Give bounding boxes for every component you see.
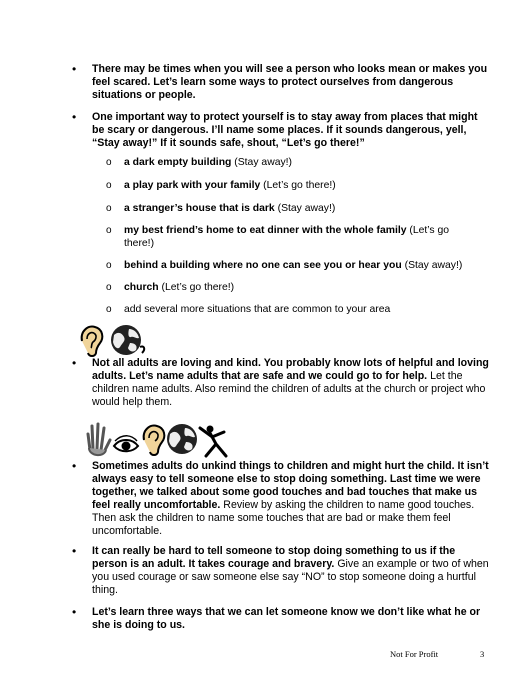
situation-item [106,202,494,215]
bullet-marker: • [72,62,77,76]
situation-answer: (Let’s go there!) [260,180,336,191]
stretching-figure-icon [200,426,226,457]
sub-bullet-marker: o [106,282,112,293]
situation-item [106,303,494,316]
situation-bold: a play park with your family [124,180,261,191]
bullet-marker: • [72,544,77,558]
bullet-item [72,62,492,102]
sub-bullet-marker: o [106,157,112,168]
bullet-bold-text: Let’s learn three ways that we can let someone know we don’t like what he or she is doing to us. [92,606,481,631]
situation-bold: church [124,282,159,293]
bullet-item [72,605,492,632]
bullet-marker: • [72,110,77,124]
sub-bullet-marker: o [106,304,112,315]
bullet-text: Let the children name adults. Also remind the children of adults at the church or project who would help them. [92,370,486,408]
situation-item [106,281,494,294]
situation-item [106,259,494,272]
sub-bullet-marker: o [106,225,112,236]
situation-answer: (Stay away!) [401,260,463,271]
situation-answer: (Let’s go there!) [158,282,235,293]
situation-answer: (Stay away!) [274,203,336,214]
sub-bullet-marker: o [106,203,112,214]
bullet-item [72,356,492,409]
bullet-item [72,459,492,538]
situation-answer: (Let’s go there!) [124,225,450,249]
page-number: 3 [480,649,485,659]
bullet-bold-text: There may be times when you will see a person who looks mean or makes you feel scared. Let’s learn some ways to protect ourselves from dangerous situations or people. [92,63,488,101]
ear-icon [82,327,103,356]
situation-bold: a dark empty building [124,157,232,168]
situation-bold: a stranger’s house that is dark [124,203,275,214]
senses-icons [84,420,234,460]
situation-item [106,224,474,250]
bullet-bold-text: One important way to protect yourself is to stay away from places that might be scary or dangerous. I’ll name some places. If it sounds dangerous, yell, “Stay away!” If it sounds safe, shout, “Let’s go there!” [92,111,478,149]
situation-item [106,179,494,192]
bullet-bold-text: Sometimes adults do unkind things to children and might hurt the child. It isn’t always easy to tell someone else to stop doing something. Last time we were together, we talked about some good touches and bad touches that make us feel really uncomfortable. [92,460,489,511]
hand-icon [88,424,110,455]
situation-bold: behind a building where no one can see you or hear you [124,260,402,271]
bullet-text: Give an example or two of when you used courage or saw someone else say “NO” to stop someone doing a hurtful thing. [92,558,489,596]
globe-icon [111,325,144,355]
bullet-text: Review by asking the children to name good touches. Then ask the children to name some touches that are bad or make them feel uncomfortable. [92,499,475,537]
sub-bullet-marker: o [106,260,112,271]
bullet-marker: • [72,605,77,619]
ear-icon [144,426,165,455]
bullet-marker: • [72,459,77,473]
footer-text: Not For Profit [390,649,439,659]
situation-answer: (Stay away!) [231,157,293,168]
situation-answer: add several more situations that are common to your area [124,304,391,315]
bullet-bold-text: It can really be hard to tell someone to stop doing something to us if the person is an adult. It takes courage and bravery. [92,545,456,570]
bullet-item [72,544,492,597]
eye-icon [114,436,138,452]
bullet-bold-text: Not all adults are loving and kind. You probably know lots of helpful and loving adults. Let’s name adults that are safe and we could go to for help. [92,357,489,382]
icon-row [84,420,234,465]
ear-globe-icons [76,323,156,359]
globe-icon [167,424,197,454]
situation-item [106,156,494,169]
sub-bullet-marker: o [106,180,112,191]
bullet-item [72,110,492,150]
bullet-marker: • [72,356,77,370]
situation-bold: my best friend’s home to eat dinner with the whole family [124,225,407,236]
